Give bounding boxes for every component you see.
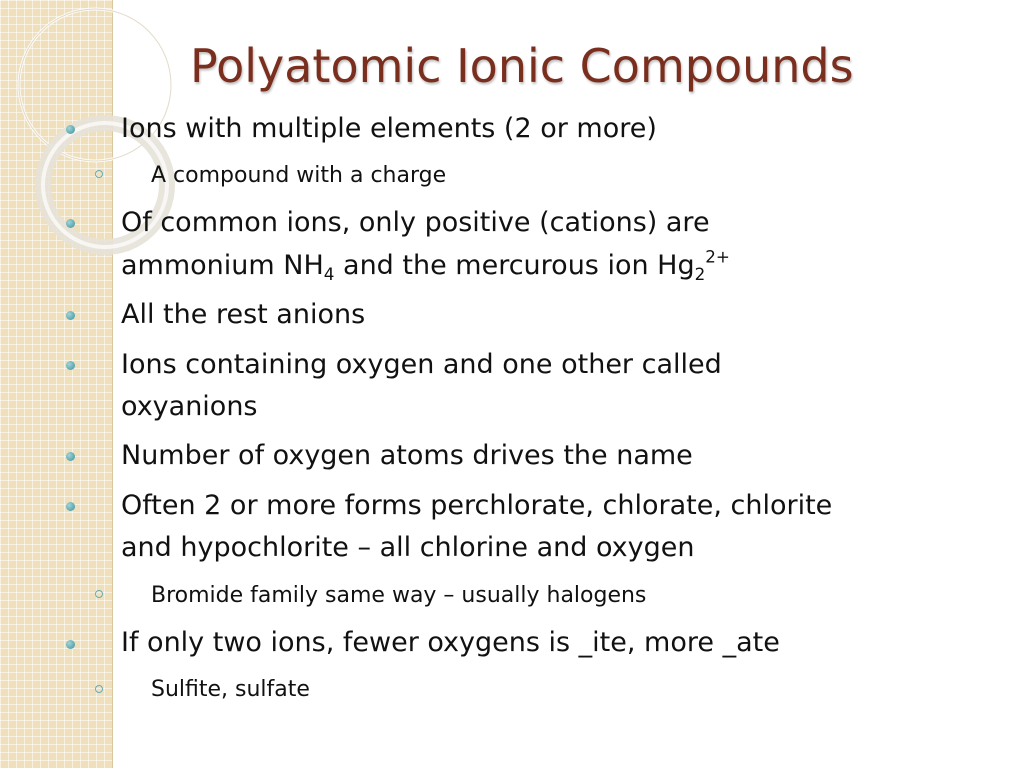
bullet-icon xyxy=(66,361,75,370)
sub-bullet-3-text: Sulfite, sulfate xyxy=(151,677,310,702)
bullet-2-line-2: ammonium $NH_4$ and the mercurous ion $Hg_2^{2+}$ xyxy=(121,246,730,284)
bullet-icon xyxy=(66,219,75,228)
bullet-7-text: If only two ions, fewer oxygens is _ite, more _ate xyxy=(121,627,780,658)
subscript-2: 2 xyxy=(694,263,706,284)
bullet-1-text: Ions with multiple elements (2 or more) xyxy=(121,113,657,144)
bullet-icon xyxy=(66,640,75,649)
sub-bullet-icon xyxy=(95,685,103,693)
bullet-3-text: All the rest anions xyxy=(121,299,366,330)
sub-bullet-2-text: Bromide family same way – usually halogens xyxy=(151,583,647,608)
bullet-icon xyxy=(66,452,75,461)
bullet-6-line-2: and hypochlorite – all chlorine and oxygen xyxy=(121,532,695,563)
sub-bullet-icon xyxy=(95,590,103,598)
superscript-charge: 2+ xyxy=(705,246,730,267)
sub-bullet-1-text: A compound with a charge xyxy=(151,163,447,188)
subscript-4: 4 xyxy=(323,263,335,284)
bullet-icon xyxy=(66,502,75,511)
sub-bullet-icon xyxy=(95,170,103,178)
bullet-5-text: Number of oxygen atoms drives the name xyxy=(121,440,693,471)
bullet-4-line-2: oxyanions xyxy=(121,391,258,422)
bullet-4-line-1: Ions containing oxygen and one other called xyxy=(121,349,722,380)
bullet-icon xyxy=(66,311,75,320)
bullet-2-line-1: Of common ions, only positive (cations) are xyxy=(121,207,710,238)
slide-title: Polyatomic Ionic Compounds xyxy=(190,39,854,93)
bullet-6-line-1: Often 2 or more forms perchlorate, chlorate, chlorite xyxy=(121,490,833,521)
bullet-icon xyxy=(66,125,75,134)
